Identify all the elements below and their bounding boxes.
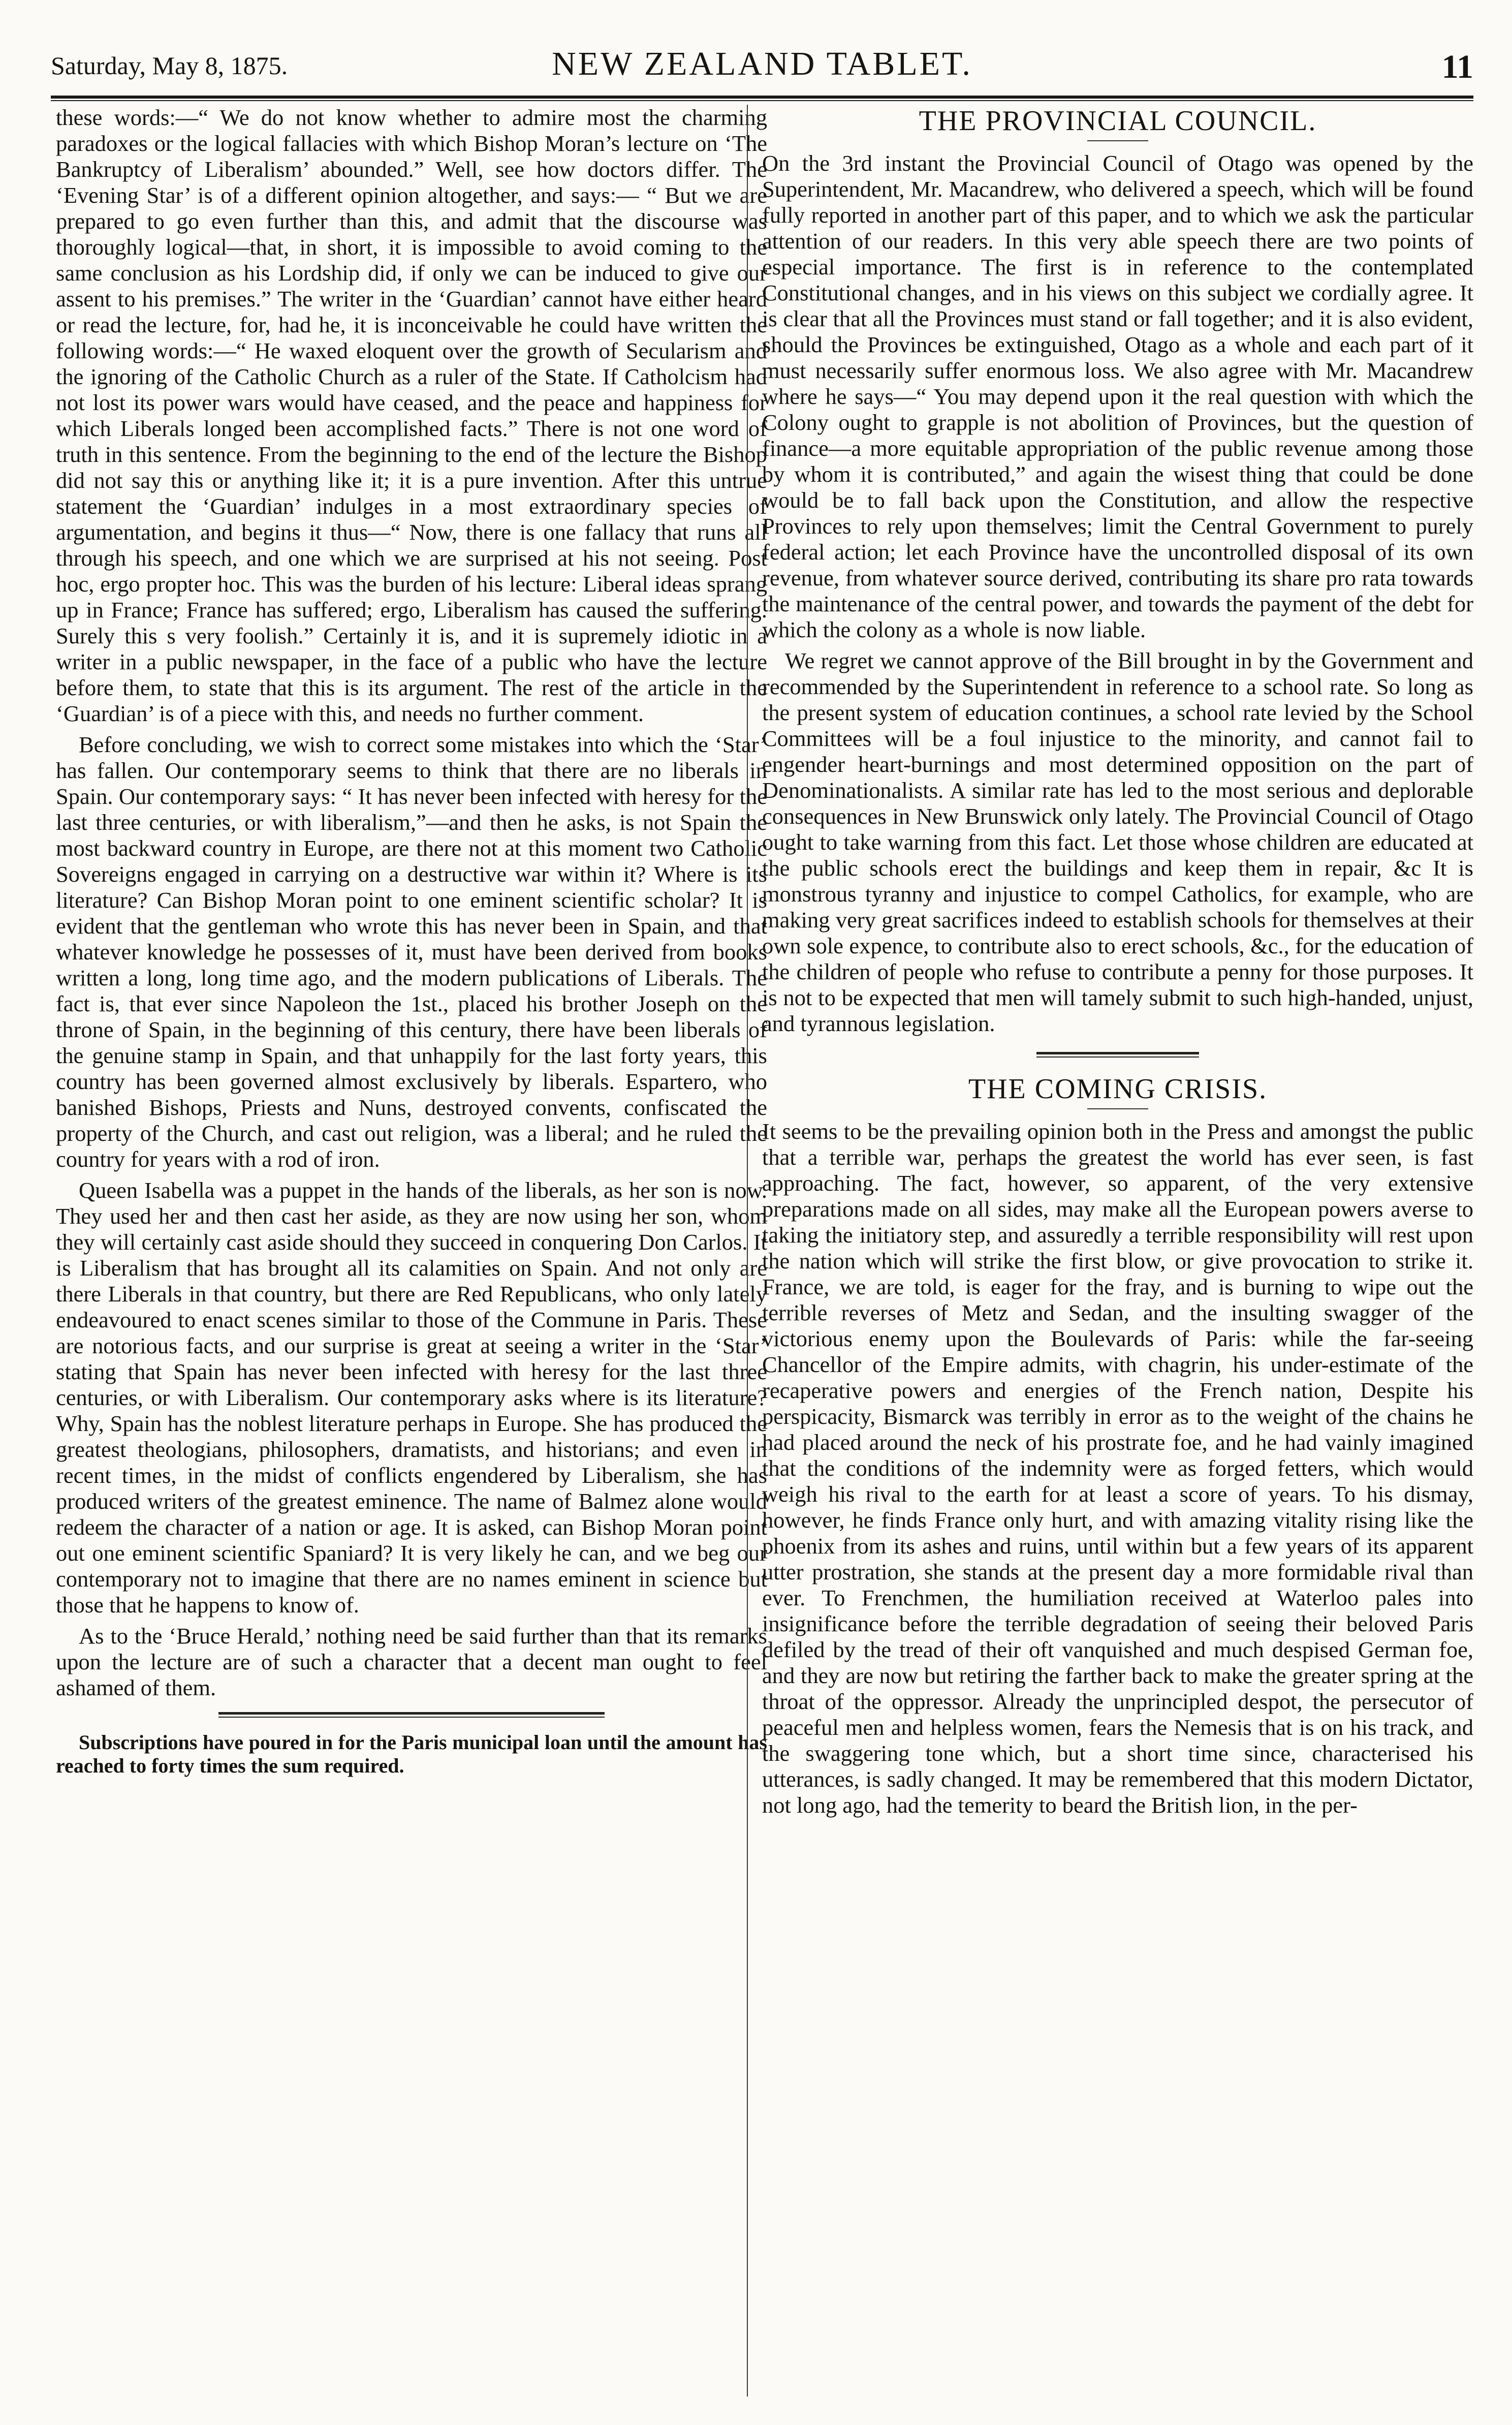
- heading-ornament: [1087, 140, 1148, 141]
- paragraph: We regret we cannot approve of the Bill brought in by the Government and recommended by the Superintendent in reference to a school rate. So long as the present system of education continues, a school rate levied by the School Committees will be a foul injustice to the minority, and cannot fail to engender heart-burnings and most determined opposition on the part of Denominationalists. A similar rate has led to the most serious and deplorable consequences in New Brunswick only lately. The Provincial Council of Otago ought to take warning from this fact. Let those whose children are educated at the public schools erect the buildings and keep them in repair, &c It is monstrous tyranny and injustice to compel Catholics, for example, who are making very great sacrifices indeed to establish schools for themselves at their own sole expence, to contribute also to erect schools, &c., for the education of the children of people who refuse to contribute a penny for those purposes. It is not to be expected that men will tamely submit to such high-handed, unjust, and tyrannous legislation.: [762, 648, 1473, 1036]
- header-rule: [51, 96, 1473, 101]
- article-separator: [1036, 1052, 1199, 1058]
- paragraph: Before concluding, we wish to correct some mistakes into which the ‘Star’ has fallen. Our contemporary seems to think that there are no liberals in Spain. Our contemporary says: “ It has never been infected with heresy for the last three centuries, or with liberalism,”—and then he asks, is not Spain the most backward country in Europe, are there not at this moment two Catholic Sovereigns engaged in carrying on a destructive war within it? Where is its literature? Can Bishop Moran point to one eminent scientific scholar? It is evident that the gentleman who wrote this has never been in Spain, and that whatever knowledge he possesses of it, must have been derived from books written a long, long time ago, and the modern publications of Liberals. The fact is, that ever since Napoleon the 1st., placed his brother Joseph on the throne of Spain, in the beginning of this century, there have been liberals of the genuine stamp in Spain, and that unhappily for the last forty years, this country has been governed almost exclusively by liberals. Espartero, who banished Bishops, Priests and Nuns, destroyed convents, confiscated the property of the Church, and cast out religion, was a liberal; and he ruled the country for years with a rod of iron.: [56, 732, 767, 1172]
- issue-date: Saturday, May 8, 1875.: [51, 51, 288, 80]
- separator-rule: [218, 1712, 605, 1718]
- paragraph: On the 3rd instant the Provincial Council of Otago was opened by the Superintendent, Mr. Macandrew, who delivered a speech, which will be found fully reported in another part of this paper, and to which we ask the particular attention of our readers. In this very able speech there are two points of especial importance. The first is in reference to the contemplated Constitutional changes, and in his views on this subject we cordially agree. It is clear that all the Provinces must stand or fall together; and it is also evident, should the Provinces be extinguished, Otago as a whole and each part of it must necessarily suffer enormous loss. We also agree with Mr. Macandrew where he says—“ You may depend upon it the real question with which the Colony ought to grapple is not abolition of Provinces, but the question of finance—a more equitable appropriation of the public revenue among those by whom it is contributed,” and again the wisest thing that could be done would be to fall back upon the Constitution, and allow the respective Provinces to rely upon themselves; limit the Central Government to purely federal action; let each Province have the uncontrolled disposal of its own revenue, from whatever source derived, contributing its share pro rata towards the maintenance of the central power, and towards the payment of the debt for which the colony as a whole is now liable.: [762, 150, 1473, 642]
- heading-ornament: [1087, 1108, 1148, 1109]
- paragraph: It seems to be the prevailing opinion both in the Press and amongst the public that a terrible war, perhaps the greatest the world has ever seen, is fast approaching. The fact, however, so apparent, of the very extensive preparations made on all sides, may make all the European powers averse to taking the initiatory step, and assuredly a terrible responsibility will rest upon the nation which will strike the first blow, or give provocation to strike it. France, we are told, is eager for the fray, and is burning to wipe out the terrible reverses of Metz and Sedan, and the insulting swagger of the victorious enemy upon the Boulevards of Paris: while the far-seeing Chancellor of the Empire admits, with chagrin, his under-estimate of the recaperative powers and energies of the French nation, Despite his perspicacity, Bismarck was terribly in error as to the weight of the chains he had placed around the neck of his prostrate foe, and he had vainly imagined that the conditions of the indemnity were as forged fetters, which would weigh his rival to the earth for at least a score of years. To his dismay, however, he finds France only hurt, and with amazing vitality rising like the phoenix from its ashes and ruins, until within but a few years of its apparent utter prostration, she stands at the present day a more formidable rival than ever. To Frenchmen, the humiliation received at Waterloo pales into insignificance before the terrible degradation of seeing their beloved Paris defiled by the tread of their oft vanquished and much despised German foe, and they are now but retiring the farther back to make the greater spring at the throat of the oppressor. Already the unprincipled despot, the persecutor of peaceful men and helpless women, fears the Nemesis that is on his track, and the swaggering tone which, but a short time since, characterised his utterances, is sadly changed. It may be remembered that this modern Dictator, not long ago, had the temerity to beard the British lion, in the per-: [762, 1118, 1473, 1818]
- paragraph: As to the ‘Bruce Herald,’ nothing need be said further than that its remarks upon the lecture are of such a character that a decent man ought to feel ashamed of them.: [56, 1623, 767, 1700]
- paragraph: these words:—“ We do not know whether to admire most the charming paradoxes or the logical fallacies with which Bishop Moran’s lecture on ‘The Bankruptcy of Liberalism’ abounded.” Well, see how doctors differ. The ‘Evening Star’ is of a different opinion altogether, and says:— “ But we are prepared to go even further than this, and admit that the discourse was thoroughly logical—that, in short, it is impossible to avoid coming to the same conclusion as his Lordship did, if only we can be induced to give our assent to his premises.” The writer in the ‘Guardian’ cannot have either heard or read the lecture, for, had he, it is inconceivable he could have written the following words:—“ He waxed eloquent over the growth of Secularism and the ignoring of the Catholic Church as a ruler of the State. If Catholcism had not lost its power wars would have ceased, and the peace and happiness for which Liberals longed been accomplished facts.” There is not one word of truth in this sentence. From the beginning to the end of the lecture the Bishop did not say this or anything like it; it is a pure invention. After this untrue statement the ‘Guardian’ indulges in a most extraordinary species of argumentation, and begins it thus—“ Now, there is one fallacy that runs all through his speech, and one which we are surprised at his not seeing. Post hoc, ergo propter hoc. This was the burden of his lecture: Liberal ideas sprang up in France; France has suffered; ergo, Liberalism has caused the suffering. Surely this s very foolish.” Certainly it is, and it is supremely idiotic in a writer in a public newspaper, in the face of a public who have the lecture before them, to state that this is its argument. The rest of the article in the ‘Guardian’ is of a piece with this, and needs no further comment.: [56, 105, 767, 726]
- news-note: Subscriptions have poured in for the Paris municipal loan until the amount has reached to forty times the sum required.: [56, 1731, 767, 1777]
- article-heading: THE COMING CRISIS.: [968, 1073, 1268, 1105]
- page-number: 11: [1441, 48, 1473, 85]
- article-heading: THE PROVINCIAL COUNCIL.: [919, 105, 1317, 137]
- right-column: [762, 105, 1473, 1823]
- left-column: [56, 105, 767, 1783]
- paragraph: Queen Isabella was a puppet in the hands of the liberals, as her son is now. They used her and then cast her aside, as they are now using her son, whom they will certainly cast aside should they succeed in conquering Don Carlos. It is Liberalism that has brought all its calamities on Spain. And not only are there Liberals in that country, but there are Red Republicans, who only lately endeavoured to enact scenes similar to those of the Commune in Paris. These are notorious facts, and our surprise is great at seeing a writer in the ‘Star’ stating that Spain has never been infected with heresy for the last three centuries, or with Liberalism. Our contemporary asks where is its literature? Why, Spain has the noblest literature perhaps in Europe. She has produced the greatest theologians, philosophers, dramatists, and historians; and even in recent times, in the midst of conflicts engendered by Liberalism, she has produced writers of the greatest eminence. The name of Balmez alone would redeem the character of a nation or age. It is asked, can Bishop Moran point out one eminent scientific Spaniard? It is very likely he can, and we beg our contemporary not to imagine that there are no names eminent in science but those that he happens to know of.: [56, 1177, 767, 1618]
- newspaper-title: NEW ZEALAND TABLET.: [552, 45, 972, 82]
- column-divider: [747, 105, 748, 2397]
- page-header: [51, 30, 1473, 102]
